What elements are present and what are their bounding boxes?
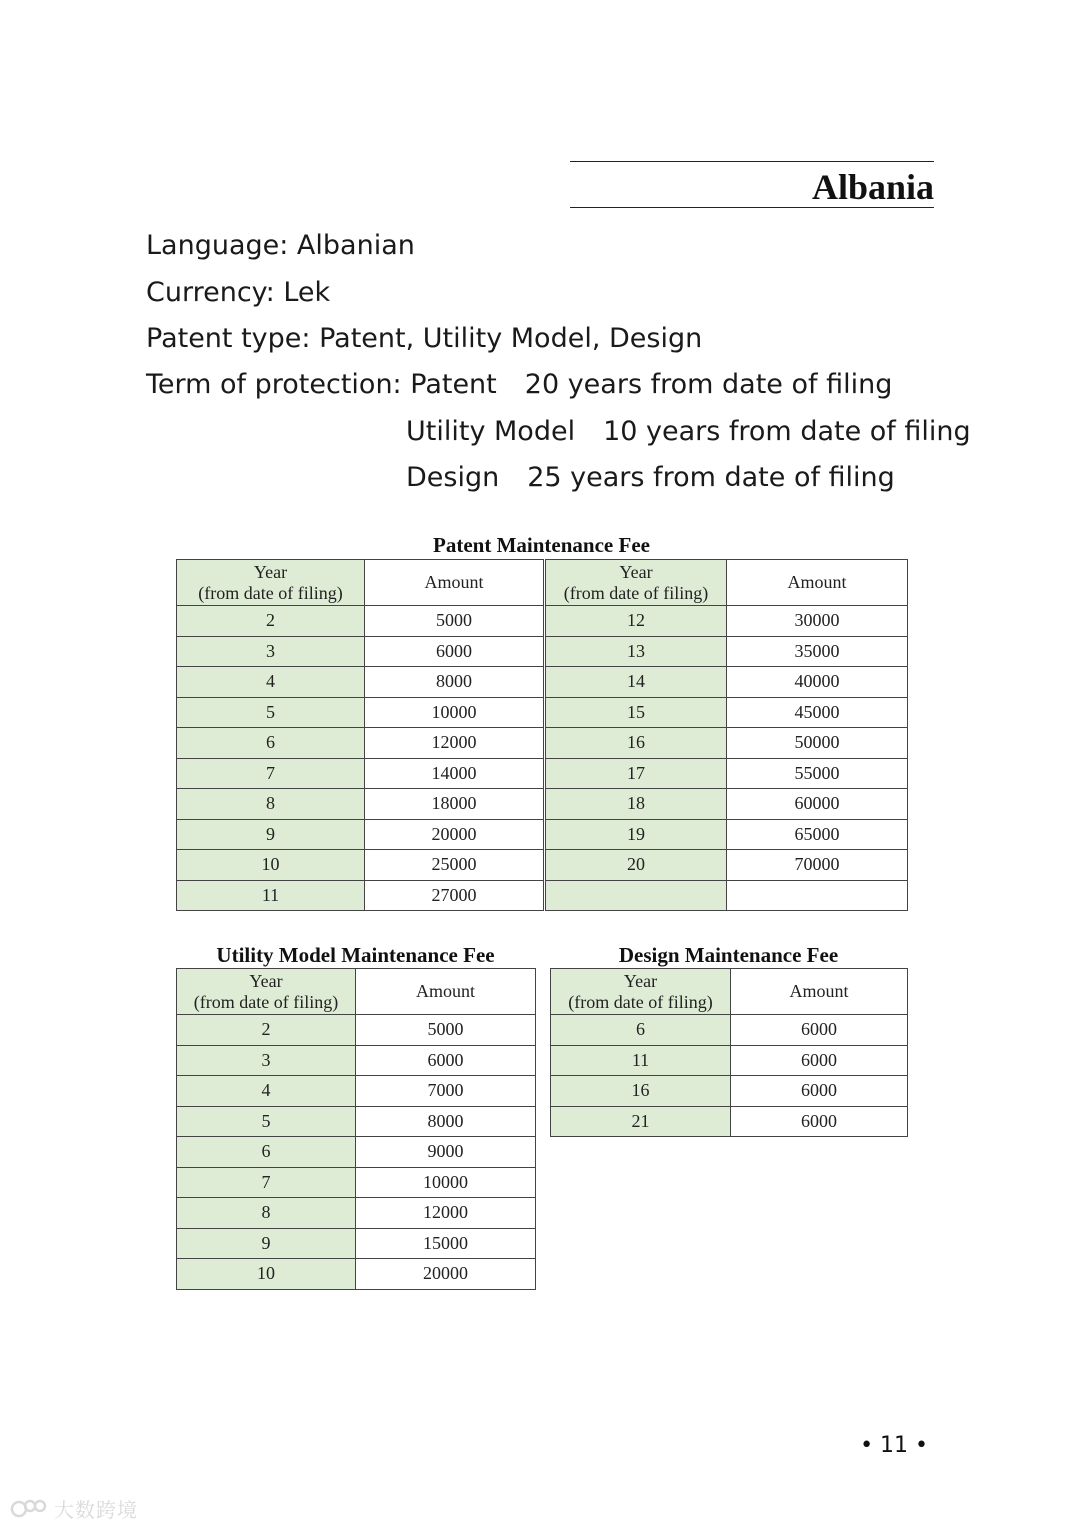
watermark-text: 大数跨境 (54, 1498, 138, 1522)
amount-cell: 9000 (356, 1137, 536, 1168)
amount-cell: 27000 (365, 880, 545, 911)
amount-cell (727, 880, 908, 911)
year-cell: 6 (551, 1015, 731, 1046)
year-column-header (177, 560, 365, 606)
amount-cell: 6000 (731, 1045, 908, 1076)
amount-cell: 40000 (727, 667, 908, 698)
year-header-line2: (from date of filing) (193, 991, 339, 1012)
term-line-utility (406, 416, 971, 447)
amount-column-header: Amount (731, 969, 908, 1015)
table-row (177, 850, 908, 881)
table-row (177, 789, 908, 820)
year-cell: 12 (545, 606, 727, 637)
table-row (177, 1228, 536, 1259)
year-cell: 10 (177, 850, 365, 881)
year-cell: 2 (177, 1015, 356, 1046)
year-cell: 7 (177, 1167, 356, 1198)
year-cell: 16 (551, 1076, 731, 1107)
amount-cell: 6000 (731, 1076, 908, 1107)
year-cell: 21 (551, 1106, 731, 1137)
watermark-logo-icon (10, 1497, 48, 1521)
table-row (177, 819, 908, 850)
year-cell: 3 (177, 636, 365, 667)
amount-cell: 70000 (727, 850, 908, 881)
year-column-header (545, 560, 727, 606)
amount-cell: 10000 (365, 697, 545, 728)
title-rule-bottom (570, 207, 934, 208)
design-fee-table (550, 968, 908, 1137)
amount-cell: 45000 (727, 697, 908, 728)
amount-cell: 6000 (731, 1106, 908, 1137)
table-row (177, 880, 908, 911)
year-cell: 8 (177, 789, 365, 820)
year-header-line1: Year (619, 561, 653, 582)
amount-cell: 50000 (727, 728, 908, 759)
year-cell: 9 (177, 819, 365, 850)
year-cell: 9 (177, 1228, 356, 1259)
utility-table-title: Utility Model Maintenance Fee (216, 943, 495, 967)
amount-cell: 15000 (356, 1228, 536, 1259)
year-cell: 2 (177, 606, 365, 637)
amount-cell: 12000 (365, 728, 545, 759)
amount-cell: 5000 (365, 606, 545, 637)
year-header-line2: (from date of filing) (563, 582, 709, 603)
amount-cell: 14000 (365, 758, 545, 789)
table-row (177, 697, 908, 728)
table-header-row (551, 969, 908, 1015)
year-cell: 10 (177, 1259, 356, 1290)
amount-cell: 65000 (727, 819, 908, 850)
year-cell: 19 (545, 819, 727, 850)
table-row (177, 1137, 536, 1168)
year-cell: 11 (551, 1045, 731, 1076)
amount-column-header: Amount (727, 560, 908, 606)
amount-cell: 55000 (727, 758, 908, 789)
year-cell (545, 880, 727, 911)
amount-cell: 18000 (365, 789, 545, 820)
year-header-line2: (from date of filing) (568, 991, 713, 1012)
year-cell: 16 (545, 728, 727, 759)
table-header-row (177, 560, 908, 606)
table-row (177, 728, 908, 759)
amount-cell: 25000 (365, 850, 545, 881)
year-cell: 7 (177, 758, 365, 789)
amount-cell: 60000 (727, 789, 908, 820)
table-header-row (177, 969, 536, 1015)
patent-fee-table (176, 559, 908, 911)
table-row (177, 1259, 536, 1290)
year-header-line1: Year (249, 970, 283, 991)
design-table-title: Design Maintenance Fee (618, 943, 839, 967)
watermark (10, 1494, 138, 1523)
table-row (177, 1167, 536, 1198)
year-cell: 14 (545, 667, 727, 698)
year-cell: 18 (545, 789, 727, 820)
title-rule-top (570, 161, 934, 162)
year-column-header (177, 969, 356, 1015)
term-duration: 25 years from date of filing (527, 462, 895, 493)
page-number: • 11 • (860, 1433, 928, 1458)
table-row (177, 636, 908, 667)
amount-cell: 20000 (365, 819, 545, 850)
amount-cell: 6000 (365, 636, 545, 667)
patent-type-line: Patent type: Patent, Utility Model, Design (146, 323, 703, 354)
table-row (177, 1015, 536, 1046)
table-row (177, 1198, 536, 1229)
amount-cell: 6000 (731, 1015, 908, 1046)
table-row (551, 1076, 908, 1107)
amount-cell: 20000 (356, 1259, 536, 1290)
table-row (177, 1076, 536, 1107)
year-cell: 13 (545, 636, 727, 667)
year-cell: 17 (545, 758, 727, 789)
term-line-patent (146, 369, 892, 400)
amount-cell: 5000 (356, 1015, 536, 1046)
year-cell: 20 (545, 850, 727, 881)
table-row (177, 1106, 536, 1137)
language-line: Language: Albanian (146, 230, 415, 261)
year-cell: 5 (177, 697, 365, 728)
year-cell: 8 (177, 1198, 356, 1229)
table-row (551, 1106, 908, 1137)
year-cell: 5 (177, 1106, 356, 1137)
year-cell: 4 (177, 667, 365, 698)
amount-cell: 8000 (365, 667, 545, 698)
patent-table-title: Patent Maintenance Fee (433, 533, 650, 557)
term-duration: 10 years from date of filing (603, 416, 971, 447)
term-line-design (406, 462, 895, 493)
term-duration: 20 years from date of filing (524, 369, 893, 400)
amount-cell: 35000 (727, 636, 908, 667)
year-header-line1: Year (253, 561, 288, 582)
amount-cell: 12000 (356, 1198, 536, 1229)
page-title: Albania (811, 167, 934, 207)
table-row (177, 1045, 536, 1076)
amount-cell: 30000 (727, 606, 908, 637)
utility-fee-table (176, 968, 536, 1290)
table-row (551, 1015, 908, 1046)
amount-column-header: Amount (365, 560, 545, 606)
year-cell: 6 (177, 728, 365, 759)
table-row (177, 758, 908, 789)
year-cell: 15 (545, 697, 727, 728)
term-label: Term of protection: (146, 369, 402, 400)
amount-cell: 7000 (356, 1076, 536, 1107)
term-type: Utility Model (406, 416, 576, 447)
currency-line: Currency: Lek (146, 277, 331, 308)
amount-cell: 8000 (356, 1106, 536, 1137)
table-row (177, 606, 908, 637)
year-header-line2: (from date of filing) (198, 582, 343, 603)
term-type: Patent (410, 369, 497, 400)
year-header-line1: Year (623, 970, 658, 991)
term-type: Design (406, 462, 500, 493)
table-row (551, 1045, 908, 1076)
year-cell: 6 (177, 1137, 356, 1168)
year-column-header (551, 969, 731, 1015)
table-row (177, 667, 908, 698)
amount-cell: 10000 (356, 1167, 536, 1198)
year-cell: 3 (177, 1045, 356, 1076)
year-cell: 11 (177, 880, 365, 911)
amount-column-header: Amount (356, 969, 536, 1015)
amount-cell: 6000 (356, 1045, 536, 1076)
year-cell: 4 (177, 1076, 356, 1107)
